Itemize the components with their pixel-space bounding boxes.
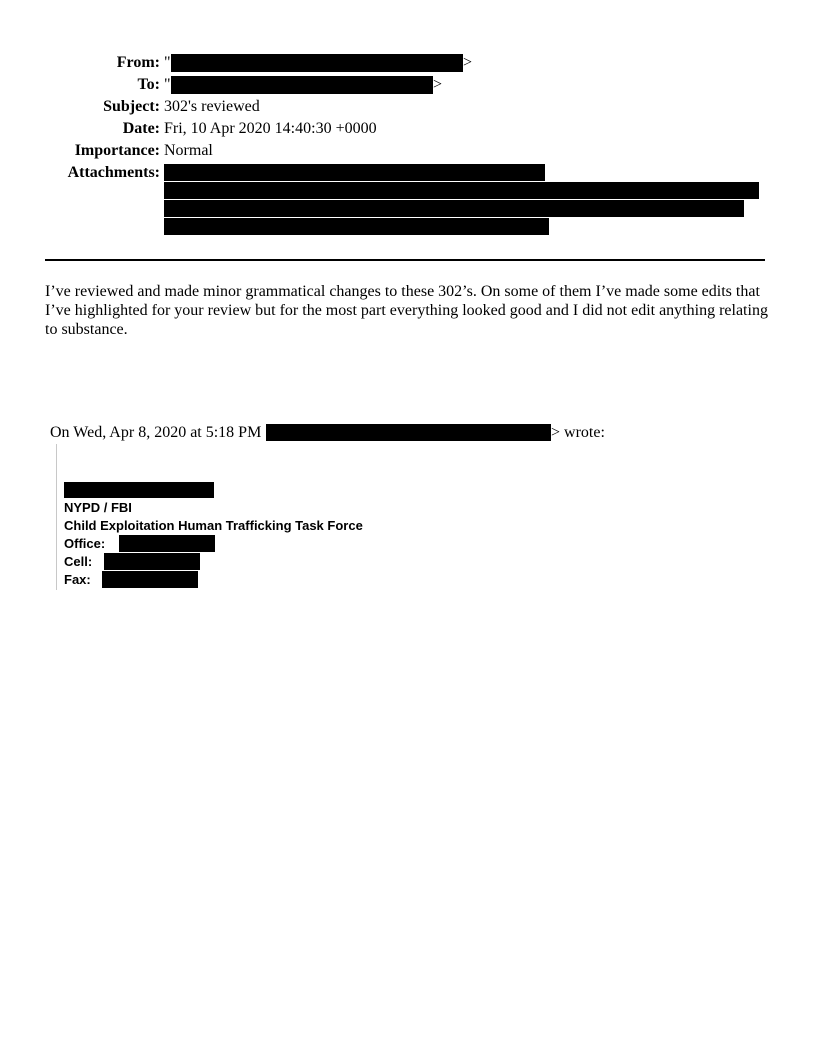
signature-line-taskforce: Child Exploitation Human Trafficking Task Force bbox=[64, 518, 363, 533]
attachment-redaction-1 bbox=[164, 164, 545, 181]
to-redaction bbox=[171, 76, 433, 94]
subject-value: 302's reviewed bbox=[164, 98, 260, 115]
from-label: From: bbox=[116, 54, 160, 71]
signature-name-redaction bbox=[64, 482, 214, 498]
signature-fax-redaction bbox=[102, 571, 198, 588]
attachment-redaction-4 bbox=[164, 218, 549, 235]
from-open-quote: " bbox=[164, 54, 171, 71]
quoted-wrote-line bbox=[551, 423, 605, 443]
quoted-intro: On Wed, Apr 8, 2020 at 5:18 PM bbox=[50, 424, 262, 441]
signature-cell-label: Cell: bbox=[64, 554, 93, 569]
subject-label: Subject: bbox=[103, 98, 160, 115]
signature-line-agency: NYPD / FBI bbox=[64, 500, 132, 515]
from-row bbox=[0, 53, 816, 73]
quote-bar bbox=[56, 444, 57, 590]
signature-office-redaction bbox=[119, 535, 215, 552]
to-row bbox=[0, 75, 816, 95]
message-body: I’ve reviewed and made minor grammatical changes to these 302’s. On some of them I’ve made some edits that I’ve highlighted for your review but for the most part everything looked good and I did not edit anything relating to substance. bbox=[45, 283, 768, 338]
quoted-intro-line bbox=[50, 423, 261, 443]
attachments-label: Attachments: bbox=[67, 164, 160, 181]
importance-row bbox=[0, 141, 816, 161]
date-value: Fri, 10 Apr 2020 14:40:30 +0000 bbox=[164, 120, 377, 137]
from-close-bracket: > bbox=[463, 54, 473, 71]
signature-cell-redaction bbox=[104, 553, 200, 570]
importance-label: Importance: bbox=[74, 142, 160, 159]
attachment-redaction-2 bbox=[164, 182, 759, 199]
date-label: Date: bbox=[122, 120, 160, 137]
quoted-wrote: > wrote: bbox=[551, 424, 605, 441]
date-row bbox=[0, 119, 816, 139]
to-open-quote: " bbox=[164, 76, 171, 93]
to-label: To: bbox=[137, 76, 160, 93]
to-close-bracket: > bbox=[433, 76, 443, 93]
importance-value: Normal bbox=[164, 142, 213, 159]
quoted-sender-redaction bbox=[266, 424, 551, 441]
signature-office-label: Office: bbox=[64, 536, 106, 551]
attachment-redaction-3 bbox=[164, 200, 744, 217]
from-redaction bbox=[171, 54, 463, 72]
subject-row bbox=[0, 97, 816, 117]
header-divider bbox=[45, 259, 765, 261]
signature-fax-label: Fax: bbox=[64, 572, 91, 587]
